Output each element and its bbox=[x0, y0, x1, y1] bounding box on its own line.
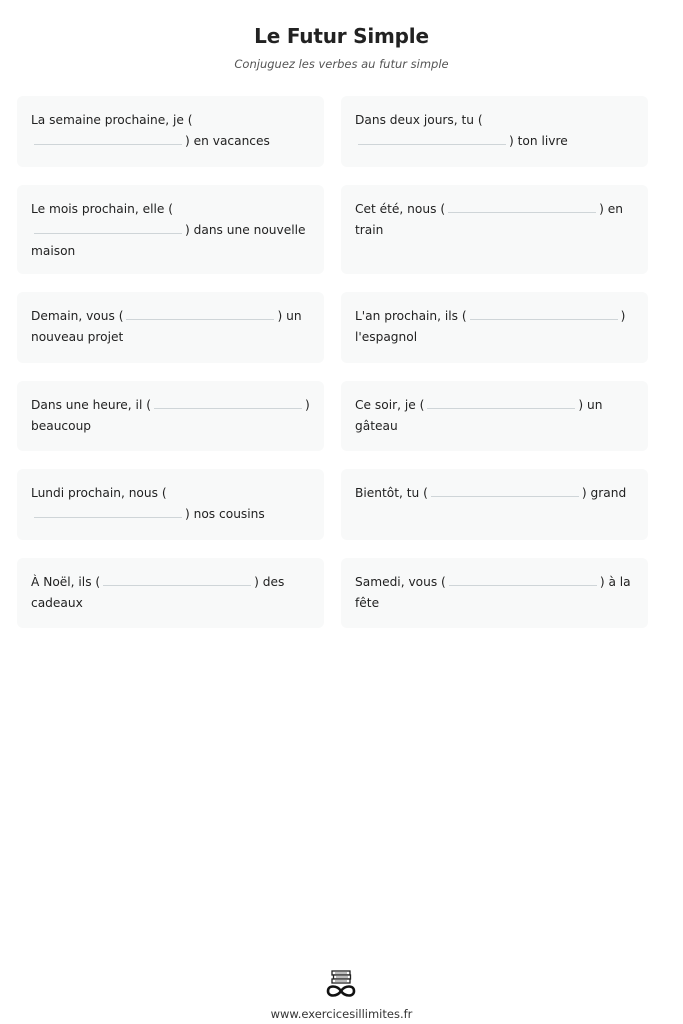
sentence-end: ) en train bbox=[355, 202, 623, 237]
sentence-start: La semaine prochaine, je ( bbox=[31, 113, 193, 127]
answer-blank[interactable] bbox=[431, 484, 579, 497]
infinity-books-icon bbox=[324, 968, 360, 1000]
page-subtitle: Conjuguez les verbes au futur simple bbox=[234, 57, 449, 71]
sentence-start: Dans une heure, il ( bbox=[31, 398, 151, 412]
sentence-start: Demain, vous ( bbox=[31, 309, 124, 323]
sentence-end: ) un nouveau projet bbox=[31, 309, 302, 344]
answer-blank[interactable] bbox=[427, 396, 575, 409]
sentence-start: Ce soir, je ( bbox=[355, 398, 425, 412]
sentence-end: ) l'espagnol bbox=[355, 309, 626, 344]
sentence-start: Dans deux jours, tu ( bbox=[355, 113, 483, 127]
answer-blank[interactable] bbox=[126, 307, 274, 320]
answer-blank[interactable] bbox=[34, 221, 182, 234]
sentence-start: Samedi, vous ( bbox=[355, 575, 446, 589]
exercise-card bbox=[17, 558, 324, 628]
footer-url[interactable]: www.exercicesillimites.fr bbox=[270, 1007, 413, 1021]
sentence-start: Bientôt, tu ( bbox=[355, 486, 428, 500]
sentence-end: ) beaucoup bbox=[31, 398, 310, 433]
answer-blank[interactable] bbox=[154, 396, 302, 409]
sentence-start: Le mois prochain, elle ( bbox=[31, 202, 173, 216]
exercise-card bbox=[17, 381, 324, 451]
exercise-card bbox=[341, 558, 648, 628]
exercise-card bbox=[341, 469, 648, 540]
answer-blank[interactable] bbox=[34, 505, 182, 518]
page-title: Le Futur Simple bbox=[254, 24, 429, 48]
sentence-end: ) dans une nouvelle maison bbox=[31, 223, 306, 258]
sentence-start: Cet été, nous ( bbox=[355, 202, 446, 216]
exercise-card bbox=[341, 185, 648, 274]
exercise-card bbox=[341, 292, 648, 363]
sentence-end: ) grand bbox=[581, 486, 627, 500]
sentence-start: À Noël, ils ( bbox=[31, 575, 101, 589]
exercise-card bbox=[17, 96, 324, 167]
exercise-grid bbox=[17, 96, 648, 628]
sentence-end: ) en vacances bbox=[185, 134, 270, 148]
sentence-end: ) nos cousins bbox=[185, 507, 265, 521]
exercise-card bbox=[17, 469, 324, 540]
answer-blank[interactable] bbox=[449, 573, 597, 586]
sentence-end: ) ton livre bbox=[509, 134, 568, 148]
answer-blank[interactable] bbox=[358, 132, 506, 145]
sentence-start: L'an prochain, ils ( bbox=[355, 309, 467, 323]
exercise-card bbox=[17, 185, 324, 274]
sentence-start: Lundi prochain, nous ( bbox=[31, 486, 167, 500]
answer-blank[interactable] bbox=[103, 573, 251, 586]
sentence-end: ) à la fête bbox=[355, 575, 631, 610]
answer-blank[interactable] bbox=[470, 307, 618, 320]
answer-blank[interactable] bbox=[448, 200, 596, 213]
exercise-card bbox=[341, 96, 648, 167]
exercise-card bbox=[341, 381, 648, 451]
sentence-end: ) un gâteau bbox=[355, 398, 603, 433]
sentence-end: ) des cadeaux bbox=[31, 575, 285, 610]
answer-blank[interactable] bbox=[34, 132, 182, 145]
exercise-card bbox=[17, 292, 324, 363]
